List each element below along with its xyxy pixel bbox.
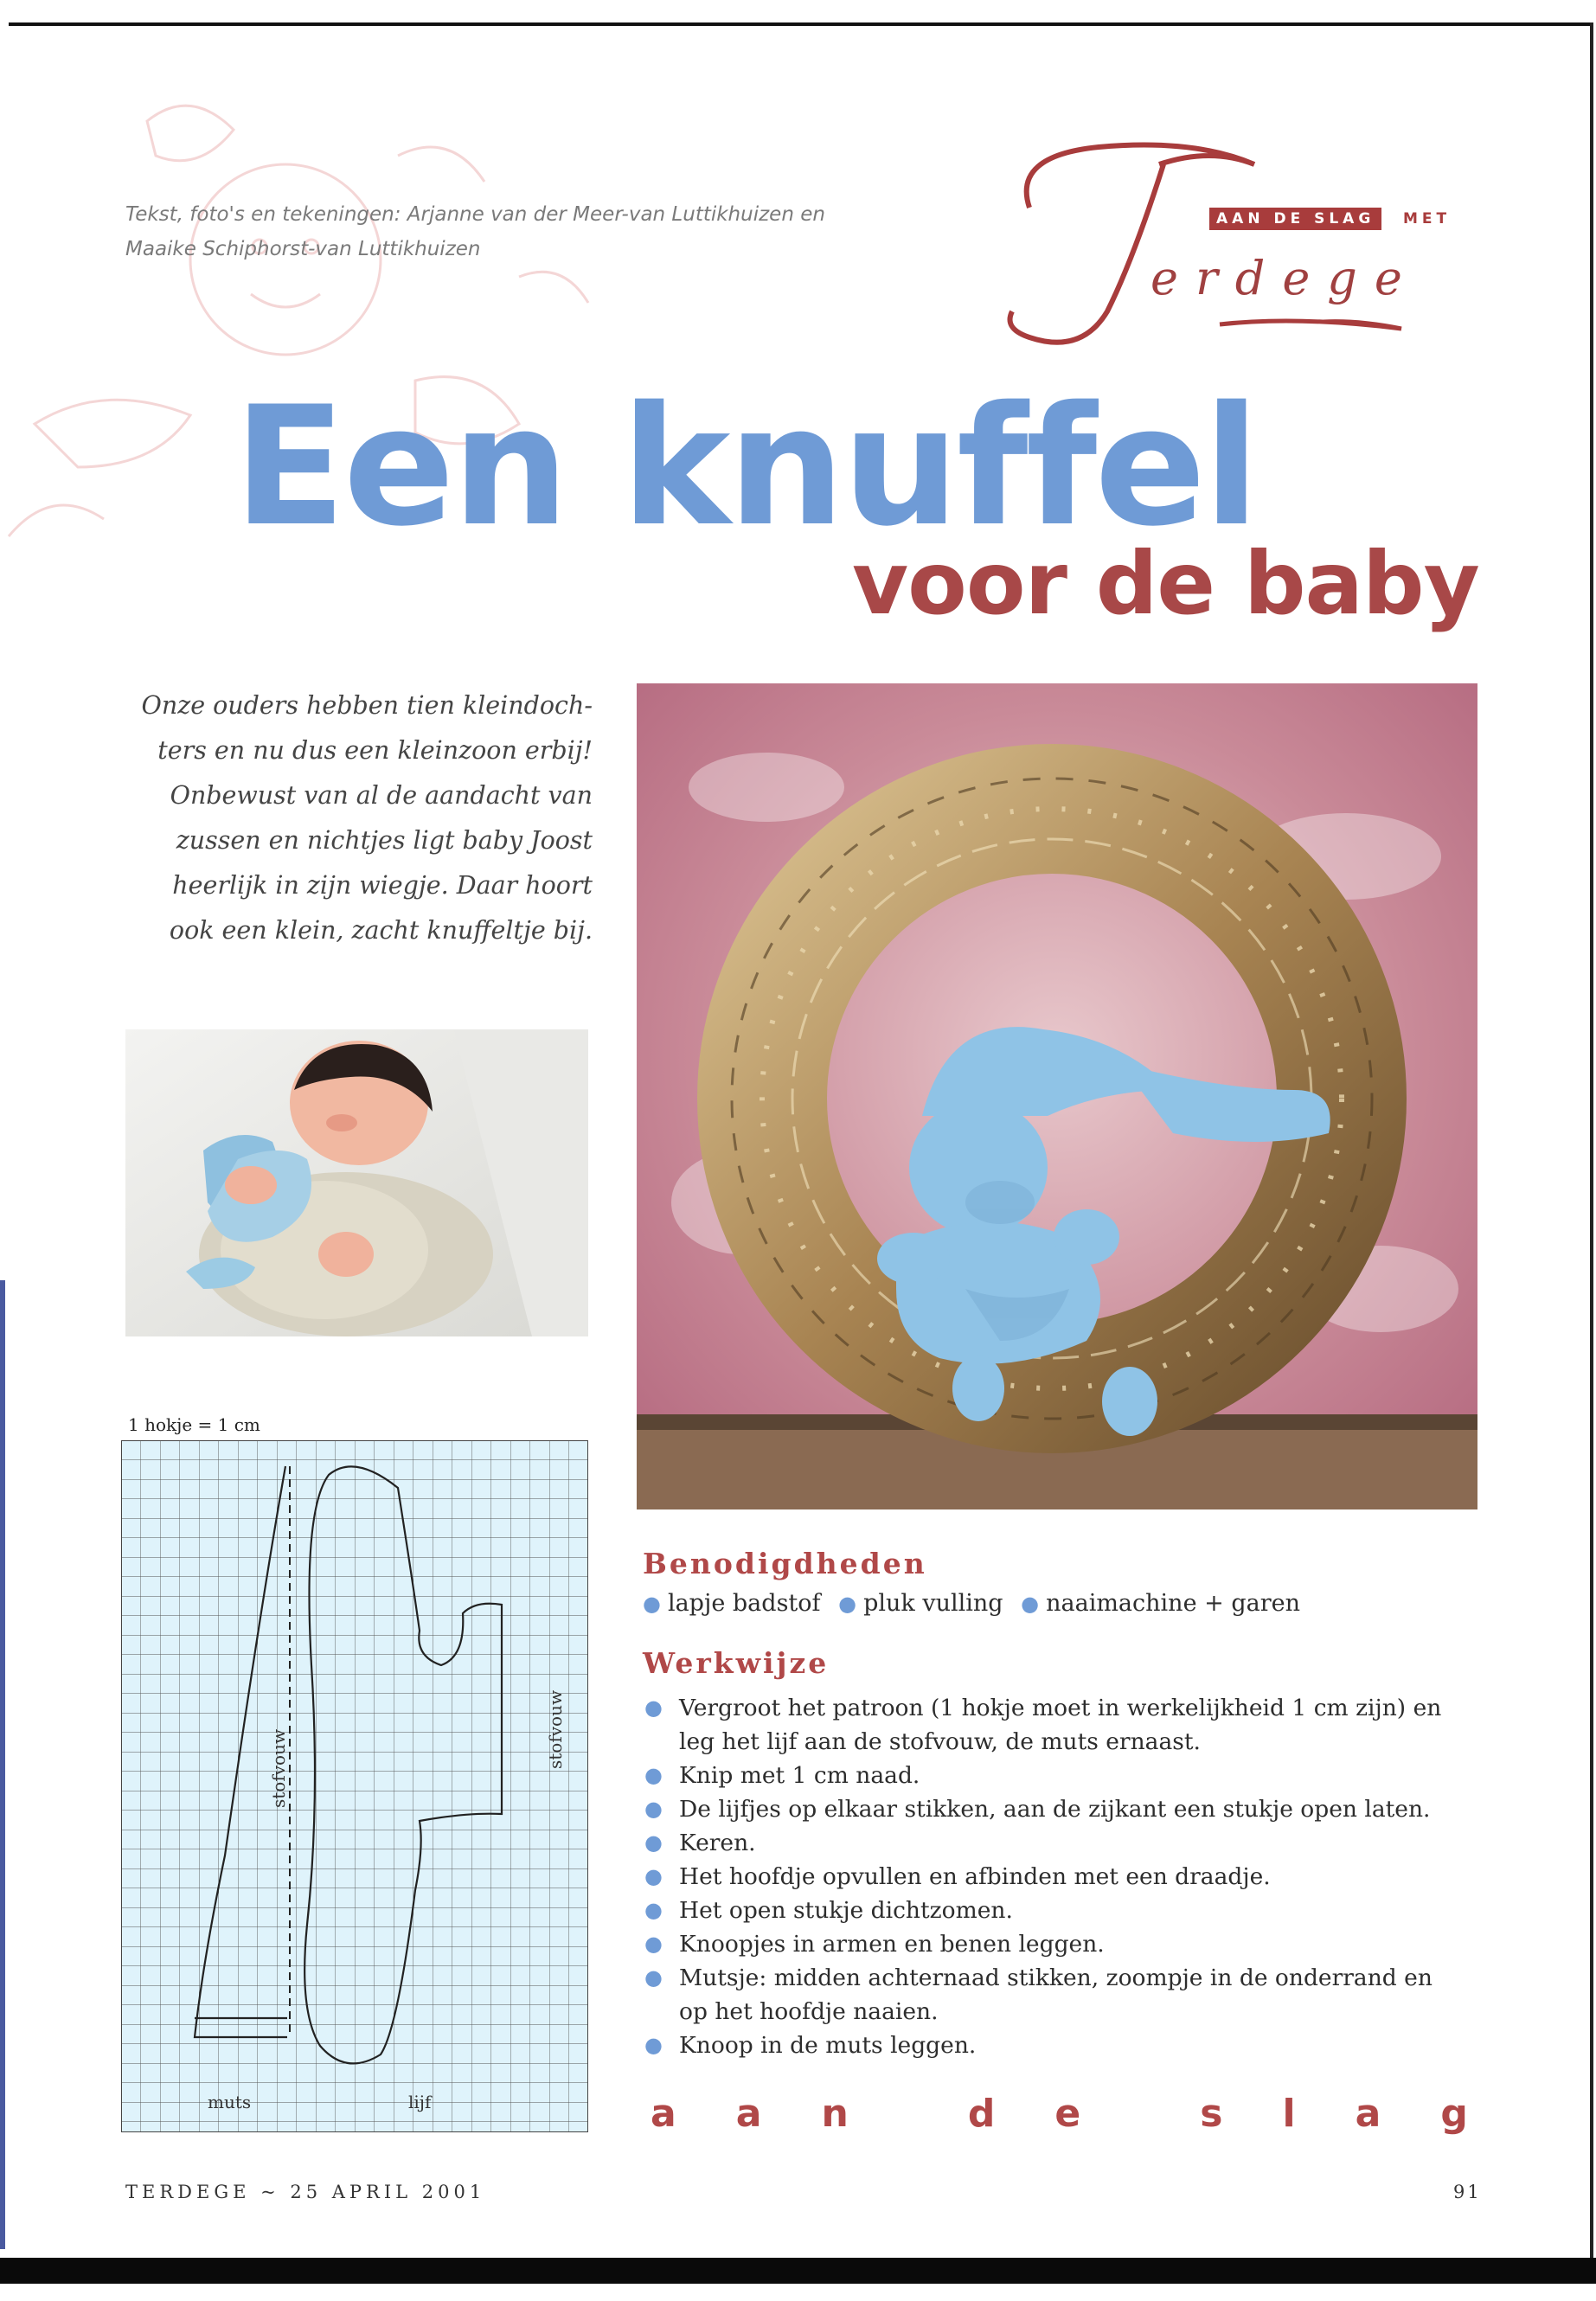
tagline-letter: e: [1054, 2092, 1081, 2136]
logo-met: MET: [1403, 210, 1452, 228]
tagline-letter: a: [1355, 2092, 1381, 2136]
tagline-letter: s: [1200, 2092, 1223, 2136]
baby-photo: [125, 1029, 588, 1336]
bullet-icon: ●: [1021, 1592, 1040, 1616]
bullet-icon: ●: [643, 1592, 661, 1616]
instruction-step: ● Keren.: [643, 1826, 1508, 1860]
bullet-icon: ●: [644, 1797, 663, 1821]
bullet-icon: ●: [644, 1965, 663, 1990]
page-number: 91: [1453, 2182, 1482, 2202]
instruction-step: ● Het open stukje dichtzomen.: [643, 1894, 1508, 1927]
footer-publication: TERDEGE ~ 25 APRIL 2001: [125, 2182, 486, 2202]
instructions-heading: Werkwijze: [643, 1646, 830, 1680]
wreath-photo: [637, 683, 1477, 1509]
page-subtitle: voor de baby: [852, 533, 1479, 634]
materials-heading: Benodigdheden: [643, 1547, 927, 1580]
material-item: naaimachine + garen: [1046, 1590, 1300, 1617]
bullet-icon: ●: [644, 1830, 663, 1855]
bullet-icon: ●: [644, 1763, 663, 1787]
instruction-step: ● Knoopjes in armen en benen leggen.: [643, 1927, 1508, 1961]
sewing-pattern-grid: [121, 1440, 588, 2132]
bullet-icon: ●: [644, 1695, 663, 1720]
intro-line: zussen en nichtjes ligt baby Joost: [176, 826, 593, 855]
bullet-icon: ●: [644, 1864, 663, 1888]
tagline-letter: g: [1440, 2092, 1468, 2136]
logo-word: erdege: [1151, 251, 1420, 305]
top-rule: [9, 22, 1592, 26]
left-edge-mark: [0, 1280, 5, 2249]
page-title: Een knuffel: [234, 371, 1258, 562]
tagline-aan-de-slag: [651, 2092, 1468, 2136]
materials-list: [643, 1590, 1300, 1617]
pattern-label-body: lijf: [408, 2092, 432, 2112]
instruction-step: ● De lijfjes op elkaar stikken, aan de zijkant een stukje open laten.: [643, 1792, 1508, 1826]
intro-line: ook een klein, zacht knuffeltje bij.: [169, 916, 593, 945]
tagline-letter: d: [967, 2092, 996, 2136]
intro-line: Onbewust van al de aandacht van: [170, 781, 593, 810]
instruction-step: ● Knoop in de muts leggen.: [643, 2029, 1508, 2062]
material-item: lapje badstof: [667, 1590, 821, 1617]
tagline-letter: a: [651, 2092, 676, 2136]
instruction-step: ● Het hoofdje opvullen en afbinden met een draadje.: [643, 1860, 1508, 1894]
instruction-step: ● Knip met 1 cm naad.: [643, 1759, 1508, 1792]
instructions-list: [643, 1691, 1508, 2062]
bullet-icon: ●: [644, 1932, 663, 1956]
bullet-icon: ●: [644, 2033, 663, 2057]
intro-line: Onze ouders hebben tien kleindoch-: [141, 691, 593, 720]
tagline-letter: l: [1282, 2092, 1296, 2136]
intro-text: [138, 683, 593, 953]
pattern-scale-label: 1 hokje = 1 cm: [128, 1414, 260, 1435]
credits-line-1: Tekst, foto's en tekeningen: Arjanne van der Meer-van Luttikhuizen en: [125, 203, 825, 226]
material-item: pluk vulling: [863, 1590, 1003, 1617]
pattern-label-hat: muts: [208, 2092, 252, 2112]
pattern-fold-label-hat: stofvouw: [268, 1728, 289, 1808]
instruction-step: ● Vergroot het patroon (1 hokje moet in werkelijkheid 1 cm zijn) en leg het lijf aan de stofvouw, de muts ernaast.: [643, 1691, 1508, 1759]
tagline-letter: n: [821, 2092, 849, 2136]
tagline-letter: a: [735, 2092, 762, 2136]
credits: [125, 197, 904, 266]
credits-line-2: Maaike Schiphorst-van Luttikhuizen: [125, 238, 481, 260]
intro-line: heerlijk in zijn wiegje. Daar hoort: [172, 871, 593, 900]
bullet-icon: ●: [838, 1592, 857, 1616]
instruction-step: ● Mutsje: midden achternaad stikken, zoompje in de onderrand en op het hoofdje naaien.: [643, 1961, 1508, 2029]
bottom-rule: [0, 2258, 1596, 2284]
pattern-fold-label-body: stofvouw: [545, 1689, 566, 1769]
intro-line: ters en nu dus een kleinzoon erbij!: [157, 736, 593, 765]
bullet-icon: ●: [644, 1898, 663, 1922]
right-rule: [1590, 22, 1593, 2272]
terdege-logo-mark: [995, 130, 1479, 363]
logo-tag: AAN DE SLAG: [1209, 208, 1381, 230]
